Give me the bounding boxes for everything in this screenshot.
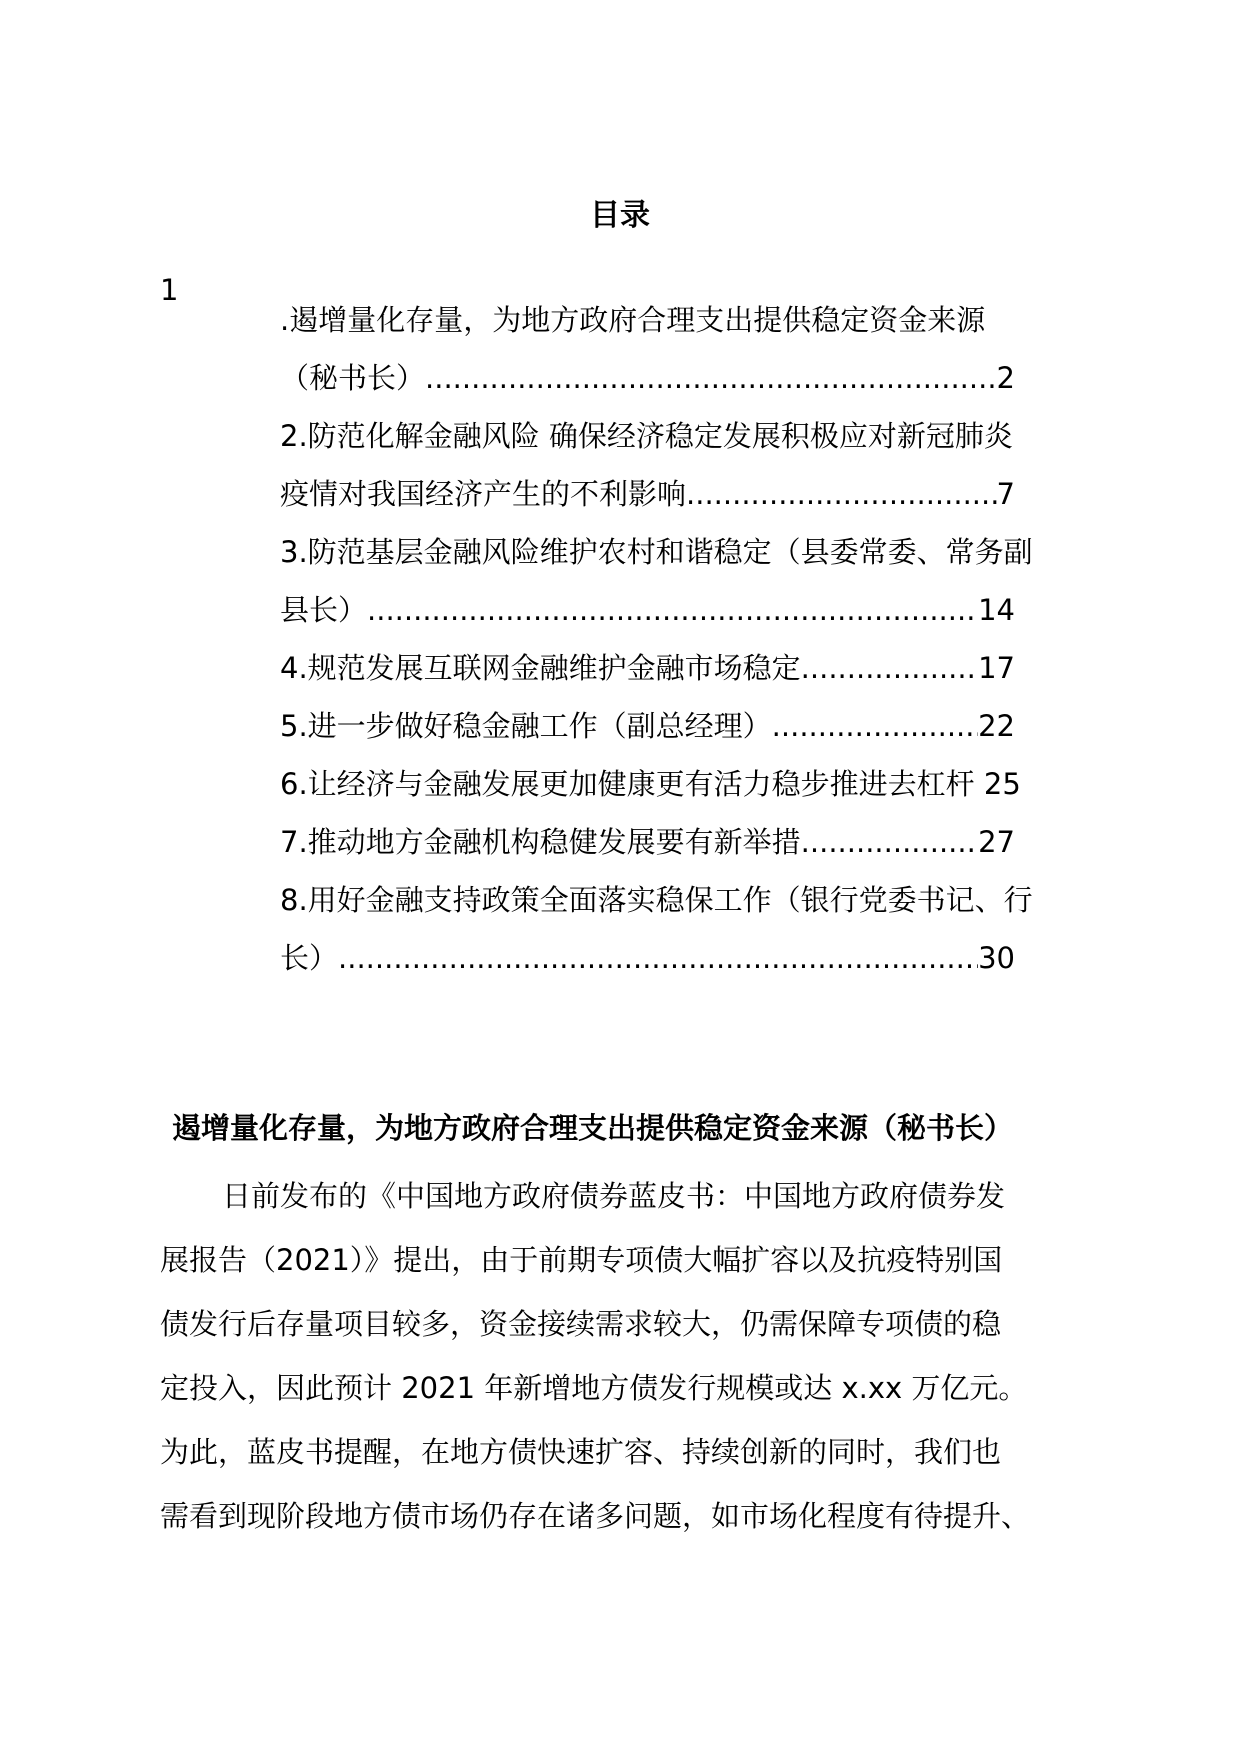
- toc-entry-6[interactable]: 6.让经济与金融发展更加健康更有活力稳步推进去杠杆 25: [280, 767, 1021, 801]
- toc-leader-dots: [425, 358, 997, 398]
- toc-entry-4[interactable]: [280, 648, 1015, 688]
- toc-entry-1-line2: （秘书长）: [280, 361, 426, 395]
- toc-entry-1[interactable]: [280, 358, 1015, 398]
- toc-leader-dots: [338, 938, 978, 978]
- toc-entry-1-line1[interactable]: .遏增量化存量，为地方政府合理支出提供稳定资金来源: [280, 303, 986, 337]
- toc-entry-5-title: 5.进一步做好稳金融工作（副总经理）: [280, 709, 772, 743]
- toc-entry-3-line1[interactable]: 3.防范基层金融风险维护农村和谐稳定（县委常委、常务副: [280, 535, 1033, 569]
- body-paragraph-line: 需看到现阶段地方债市场仍存在诸多问题，如市场化程度有待提升、: [160, 1499, 1031, 1533]
- toc-leader-dots: [686, 474, 997, 514]
- toc-entry-2-line2: 疫情对我国经济产生的不利影响: [280, 477, 687, 511]
- toc-leader-dots: [772, 706, 978, 746]
- body-paragraph-line: 展报告（2021）》提出，由于前期专项债大幅扩容以及抗疫特别国: [160, 1243, 1003, 1277]
- toc-title: 目录: [590, 198, 650, 233]
- toc-entry-3[interactable]: [280, 590, 1015, 630]
- toc-entry-5-page: 22: [978, 709, 1015, 743]
- toc-leader-dots: [801, 648, 978, 688]
- toc-entry-8-line2: 长）: [280, 941, 339, 975]
- toc-entry-2[interactable]: [280, 474, 1015, 514]
- toc-entry-7[interactable]: [280, 822, 1015, 862]
- body-paragraph-line: 债发行后存量项目较多，资金接续需求较大，仍需保障专项债的稳: [160, 1307, 1002, 1341]
- toc-entry-2-page: 7: [996, 477, 1015, 511]
- toc-entry-7-title: 7.推动地方金融机构稳健发展要有新举措: [280, 825, 801, 859]
- toc-entry-1-page: 2: [996, 361, 1015, 395]
- toc-entry-8-page: 30: [978, 941, 1015, 975]
- toc-entry-7-page: 27: [978, 825, 1015, 859]
- body-paragraph-line: 定投入，因此预计 2021 年新增地方债发行规模或达 x.xx 万亿元。: [160, 1371, 1028, 1405]
- body-paragraph-line: 为此，蓝皮书提醒，在地方债快速扩容、持续创新的同时，我们也: [160, 1435, 1002, 1469]
- toc-entry-3-line2: 县长）: [280, 593, 368, 627]
- section-heading: 遏增量化存量，为地方政府合理支出提供稳定资金来源（秘书长）: [172, 1111, 1014, 1145]
- toc-marker: 1: [160, 273, 179, 307]
- toc-entry-8-line1[interactable]: 8.用好金融支持政策全面落实稳保工作（银行党委书记、行: [280, 883, 1033, 917]
- toc-entry-5[interactable]: [280, 706, 1015, 746]
- body-paragraph-line: 日前发布的《中国地方政府债券蓝皮书：中国地方政府债券发: [222, 1179, 1006, 1213]
- toc-entry-8[interactable]: [280, 938, 1015, 978]
- toc-entry-4-title: 4.规范发展互联网金融维护金融市场稳定: [280, 651, 801, 685]
- toc-entry-4-page: 17: [978, 651, 1015, 685]
- toc-entry-3-page: 14: [978, 593, 1015, 627]
- toc-leader-dots: [367, 590, 978, 630]
- toc-leader-dots: [801, 822, 978, 862]
- toc-entry-2-line1[interactable]: 2.防范化解金融风险 确保经济稳定发展积极应对新冠肺炎: [280, 419, 1013, 453]
